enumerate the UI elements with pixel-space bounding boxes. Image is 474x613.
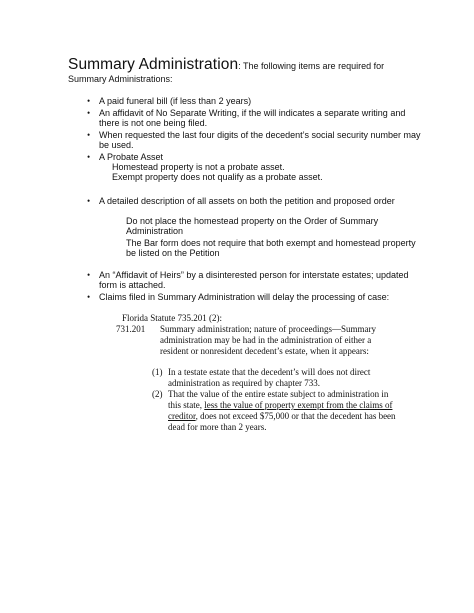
note-line: be listed on the Petition <box>126 248 220 258</box>
list-item: A paid funeral bill (if less than 2 years) <box>99 96 252 106</box>
statute-section-text: resident or nonresident decedent’s estate, when it appears: <box>160 346 369 356</box>
statute-item-text <box>168 411 396 422</box>
bullet-icon: • <box>87 196 91 206</box>
bullet-icon: • <box>87 108 91 118</box>
statute-item-text <box>168 400 392 411</box>
statute-text-plain: , does not exceed $75,000 or that the decedent has been <box>195 411 396 421</box>
list-item: A Probate Asset <box>99 152 164 162</box>
statute-text-plain: this state, <box>168 400 205 410</box>
title-intro: : The following items are required for <box>238 61 385 71</box>
list-item: When requested the last four digits of the decedent’s social security number may <box>99 130 421 140</box>
bullet-icon: • <box>87 96 91 106</box>
statute-item-text: dead for more than 2 years. <box>168 422 267 432</box>
list-item: A detailed description of all assets on both the petition and proposed order <box>99 196 395 206</box>
underlined-phrase: less the value of property exempt from the claims of <box>204 400 393 410</box>
bullet-icon: • <box>87 152 91 162</box>
list-item-continued: form is attached. <box>99 280 166 290</box>
note-line: Do not place the homestead property on the Order of Summary <box>126 216 379 226</box>
statute-item-text: That the value of the entire estate subject to administration in <box>168 389 389 399</box>
page-title: Summary Administration <box>68 56 239 73</box>
statute-item-text: administration as required by chapter 733. <box>168 378 320 388</box>
statute-section-text: Summary administration; nature of proceedings—Summary <box>160 324 376 334</box>
statute-item-text: In a testate estate that the decedent’s will does not direct <box>168 367 371 377</box>
statute-section-text: administration may be had in the administration of either a <box>160 335 372 345</box>
statute-item-number: (2) <box>152 389 163 399</box>
note-line: The Bar form does not require that both exempt and homestead property <box>126 238 416 248</box>
bullet-icon: • <box>87 292 91 302</box>
list-item: An affidavit of No Separate Writing, if the will indicates a separate writing and <box>99 108 406 118</box>
intro-line: Summary Administrations: <box>68 74 173 84</box>
sub-note: Exempt property does not qualify as a probate asset. <box>112 172 323 182</box>
list-item: Claims filed in Summary Administration will delay the processing of case: <box>99 292 390 302</box>
statute-item-number: (1) <box>152 367 163 377</box>
list-item-continued: there is not one being filed. <box>99 118 208 128</box>
statute-reference: Florida Statute 735.201 (2): <box>122 313 222 323</box>
list-item-continued: be used. <box>99 140 134 150</box>
bullet-icon: • <box>87 270 91 280</box>
statute-section-number: 731.201 <box>116 324 146 334</box>
title-line <box>68 56 384 74</box>
note-line: Administration <box>126 226 184 236</box>
underlined-phrase: creditor <box>168 411 196 421</box>
sub-note: Homestead property is not a probate asset. <box>112 162 285 172</box>
bullet-icon: • <box>87 130 91 140</box>
list-item: An “Affidavit of Heirs” by a disinterested person for interstate estates; updated <box>99 270 409 280</box>
